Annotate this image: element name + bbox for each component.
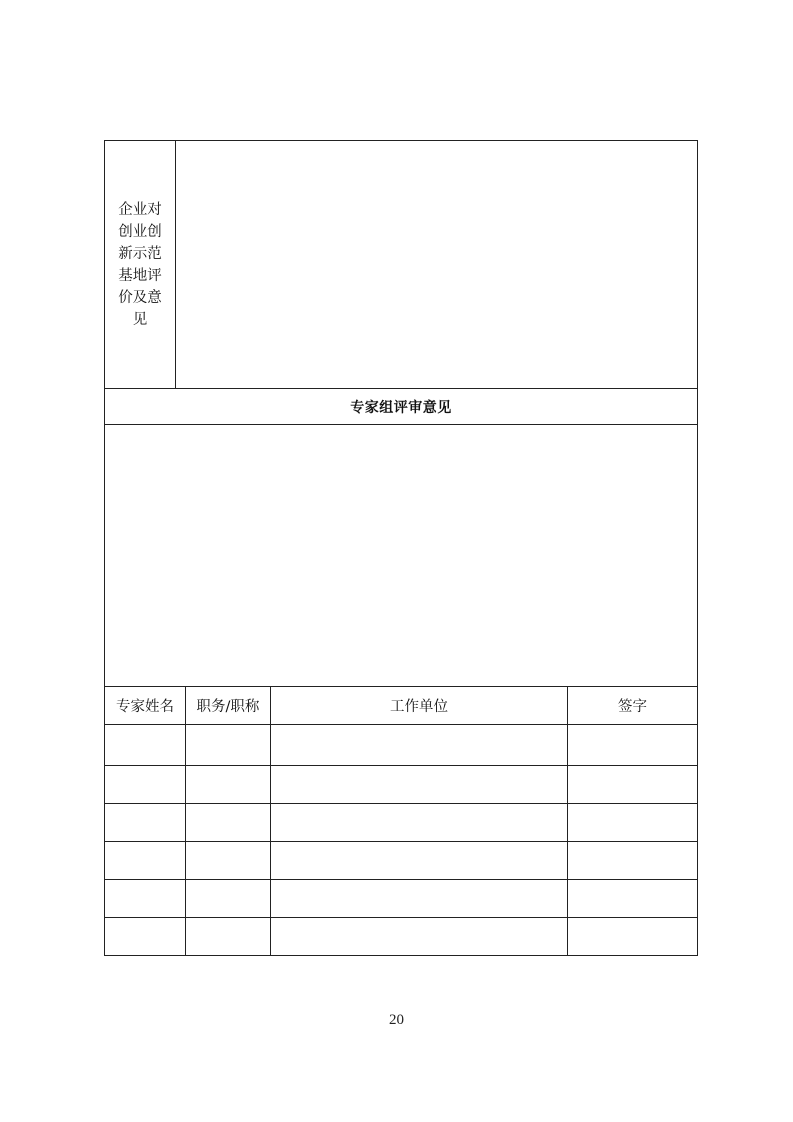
- signature-cell[interactable]: [568, 880, 698, 918]
- expert-name-cell[interactable]: [105, 766, 186, 804]
- expert-row: [105, 880, 698, 918]
- expert-row: [105, 842, 698, 880]
- expert-row: [105, 804, 698, 842]
- signature-cell[interactable]: [568, 842, 698, 880]
- expert-table-header-row: [105, 687, 698, 725]
- expert-row: [105, 918, 698, 956]
- expert-opinion-input[interactable]: [105, 425, 698, 687]
- enterprise-evaluation-row: [105, 141, 698, 389]
- header-work-unit: 工作单位: [271, 687, 568, 725]
- label-line: 企业对: [118, 201, 162, 218]
- work-unit-cell[interactable]: [271, 918, 568, 956]
- expert-name-cell[interactable]: [105, 880, 186, 918]
- label-line: 新示范: [118, 245, 162, 262]
- signature-cell[interactable]: [568, 766, 698, 804]
- work-unit-cell[interactable]: [271, 766, 568, 804]
- label-line: 见: [132, 311, 148, 328]
- position-title-cell[interactable]: [186, 725, 271, 766]
- label-line: 创业创: [118, 223, 162, 240]
- signature-cell[interactable]: [568, 918, 698, 956]
- position-title-cell[interactable]: [186, 880, 271, 918]
- expert-opinion-row: [105, 425, 698, 687]
- position-title-cell[interactable]: [186, 804, 271, 842]
- expert-name-cell[interactable]: [105, 842, 186, 880]
- work-unit-cell[interactable]: [271, 804, 568, 842]
- work-unit-cell[interactable]: [271, 880, 568, 918]
- expert-name-cell[interactable]: [105, 918, 186, 956]
- header-signature: 签字: [568, 687, 698, 725]
- position-title-cell[interactable]: [186, 766, 271, 804]
- expert-row: [105, 725, 698, 766]
- signature-cell[interactable]: [568, 725, 698, 766]
- enterprise-evaluation-label: [105, 141, 176, 389]
- enterprise-evaluation-input[interactable]: [176, 141, 698, 389]
- expert-opinion-title: 专家组评审意见: [105, 389, 698, 425]
- header-position-title: 职务/职称: [186, 687, 271, 725]
- work-unit-cell[interactable]: [271, 725, 568, 766]
- position-title-cell[interactable]: [186, 918, 271, 956]
- page-number: 20: [389, 1012, 404, 1028]
- label-line: 基地评: [118, 267, 162, 284]
- work-unit-cell[interactable]: [271, 842, 568, 880]
- label-line: 价及意: [118, 289, 162, 306]
- expert-name-cell[interactable]: [105, 804, 186, 842]
- header-expert-name: 专家姓名: [105, 687, 186, 725]
- signature-cell[interactable]: [568, 804, 698, 842]
- expert-name-cell[interactable]: [105, 725, 186, 766]
- expert-row: [105, 766, 698, 804]
- expert-opinion-header-row: [105, 389, 698, 425]
- position-title-cell[interactable]: [186, 842, 271, 880]
- evaluation-form-table: [104, 140, 698, 956]
